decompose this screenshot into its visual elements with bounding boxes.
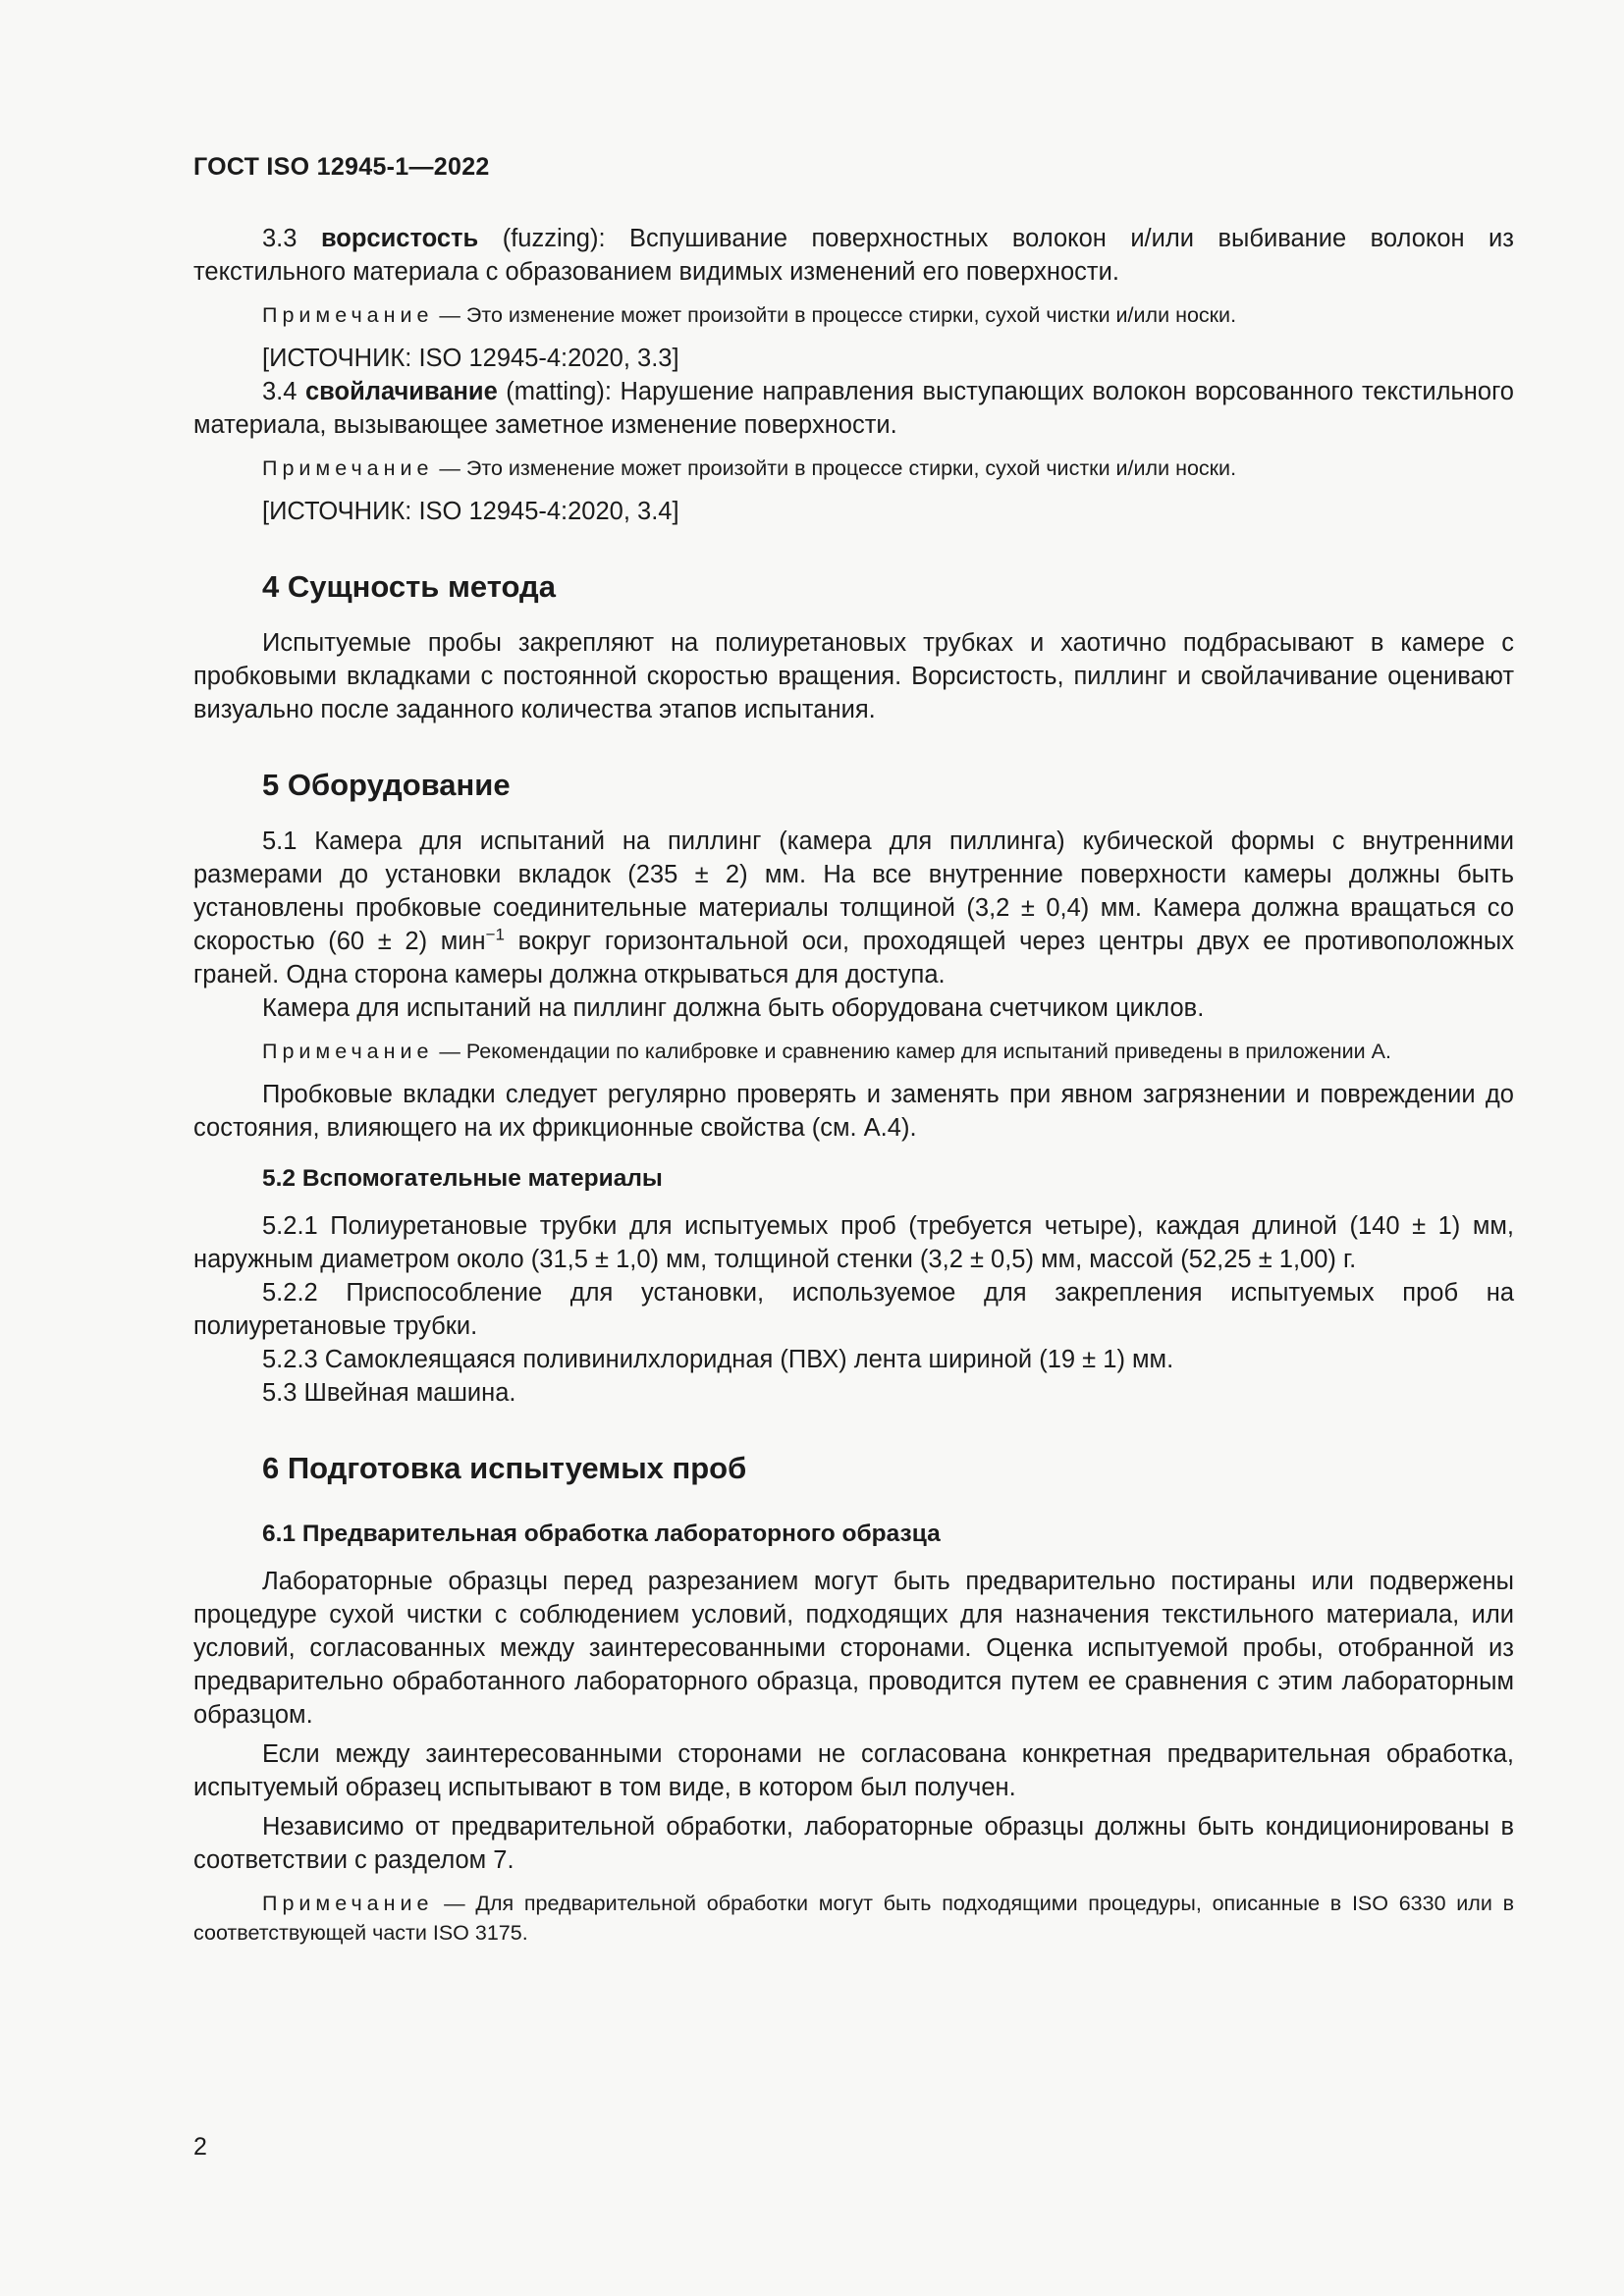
source-3-4: [ИСТОЧНИК: ISO 12945-4:2020, 3.4] — [262, 498, 679, 525]
subsection-6-1-heading: 6.1 Предварительная обработка лабораторного образца — [262, 1521, 941, 1547]
section-6-heading: 6 Подготовка испытуемых проб — [262, 1451, 747, 1485]
section-4-paragraph: Испытуемые пробы закрепляют на полиуретановых трубках и хаотично подбрасывают в камере с пробковыми вкладками с постоянной скоростью вращения. Ворсистость, пиллинг и свойлачивание оценивают визуально после заданного количества этапов испытания. — [193, 629, 1514, 723]
clause-5-1-cork: Пробковые вкладки следует регулярно проверять и заменять при явном загрязнении и повреждении до состояния, влияющего на их фрикционные свойства (см. А.4). — [193, 1081, 1514, 1142]
document-body — [193, 222, 1514, 1959]
note-label: Примечание — [262, 1892, 434, 1915]
subsection-5-2-heading: 5.2 Вспомогательные материалы — [262, 1165, 663, 1192]
clause-5-2-3: 5.2.3 Самоклеящаяся поливинилхлоридная (ПВХ) лента шириной (19 ± 1) мм. — [262, 1346, 1174, 1373]
source-3-3: [ИСТОЧНИК: ISO 12945-4:2020, 3.3] — [262, 345, 679, 372]
note-label: Примечание — [262, 456, 434, 480]
clause-5-2-1: 5.2.1 Полиуретановые трубки для испытуемых проб (требуется четыре), каждая длиной (140 ± 1) мм, наружным диаметром около (31,5 ± 1,0) мм, толщиной стенки (3,2 ± 0,5) мм, массой (52,25 ± 1,00) г. — [193, 1212, 1514, 1273]
section-4-heading: 4 Сущность метода — [262, 569, 556, 604]
clause-5-1: 5.1 Камера для испытаний на пиллинг (камера для пиллинга) кубической формы с внутренними размерами до установки вкладок (235 ± 2) мм. На все внутренние поверхности камеры должны быть установлены пробковые соединительные материалы толщиной (3,2 ± 0,4) мм. Камера должна вращаться со скоростью (60 ± 2) мин$^{-1}$ вокруг горизонтальной оси, проходящей через центры двух ее противоположных граней. Одна сторона камеры должна открываться для доступа. — [193, 828, 1514, 988]
clause-5-2-2: 5.2.2 Приспособление для установки, используемое для закрепления испытуемых проб на полиуретановые трубки. — [193, 1279, 1514, 1340]
superscript: −1 — [485, 925, 506, 944]
term-matting: свойлачивание — [304, 378, 498, 405]
term-3-3: 3.3 ворсистость (fuzzing): Вспушивание поверхностных волокон и/или выбивание волокон из текстильного материала с образованием видимых изменений его поверхности. — [193, 225, 1514, 286]
term-3-4: 3.4 свойлачивание (matting): Нарушение направления выступающих волокон ворсованного текстильного материала, вызывающее заметное изменение поверхности. — [193, 378, 1514, 439]
document-header: ГОСТ ISO 12945-1—2022 — [193, 153, 490, 181]
section-5-heading: 5 Оборудование — [262, 768, 511, 802]
note-3-4: Примечание — Это изменение может произойти в процессе стирки, сухой чистки и/или носки. — [262, 456, 1237, 480]
note-label: Примечание — [262, 1040, 434, 1063]
note-3-3: Примечание — Это изменение может произойти в процессе стирки, сухой чистки и/или носки. — [262, 303, 1237, 327]
clause-6-1-p2: Если между заинтересованными сторонами не согласована конкретная предварительная обработка, испытуемый образец испытывают в том виде, в котором был получен. — [193, 1740, 1514, 1801]
note-5-1: Примечание — Рекомендации по калибровке и сравнению камер для испытаний приведены в приложении А. — [262, 1040, 1391, 1063]
note-label: Примечание — [262, 303, 434, 327]
note-6-1: Примечание — Для предварительной обработки могут быть подходящими процедуры, описанные в ISO 6330 или в соответствующей части ISO 3175. — [193, 1892, 1514, 1945]
page-number: 2 — [193, 2133, 207, 2161]
clause-6-1-p1: Лабораторные образцы перед разрезанием могут быть предварительно постираны или подвержены процедуре сухой чистки с соблюдением условий, подходящих для назначения текстильного материала, или условий, согласованных между заинтересованными сторонами. Оценка испытуемой пробы, отобранной из предварительно обработанного лабораторного образца, проводится путем ее сравнения с этим лабораторным образцом. — [193, 1568, 1514, 1729]
clause-5-1-counter: Камера для испытаний на пиллинг должна быть оборудована счетчиком циклов. — [262, 994, 1205, 1022]
clause-5-3: 5.3 Швейная машина. — [262, 1379, 516, 1407]
clause-6-1-p3: Независимо от предварительной обработки, лабораторные образцы должны быть кондиционированы в соответствии с разделом 7. — [193, 1813, 1514, 1874]
term-fuzzing: ворсистость — [320, 225, 479, 252]
